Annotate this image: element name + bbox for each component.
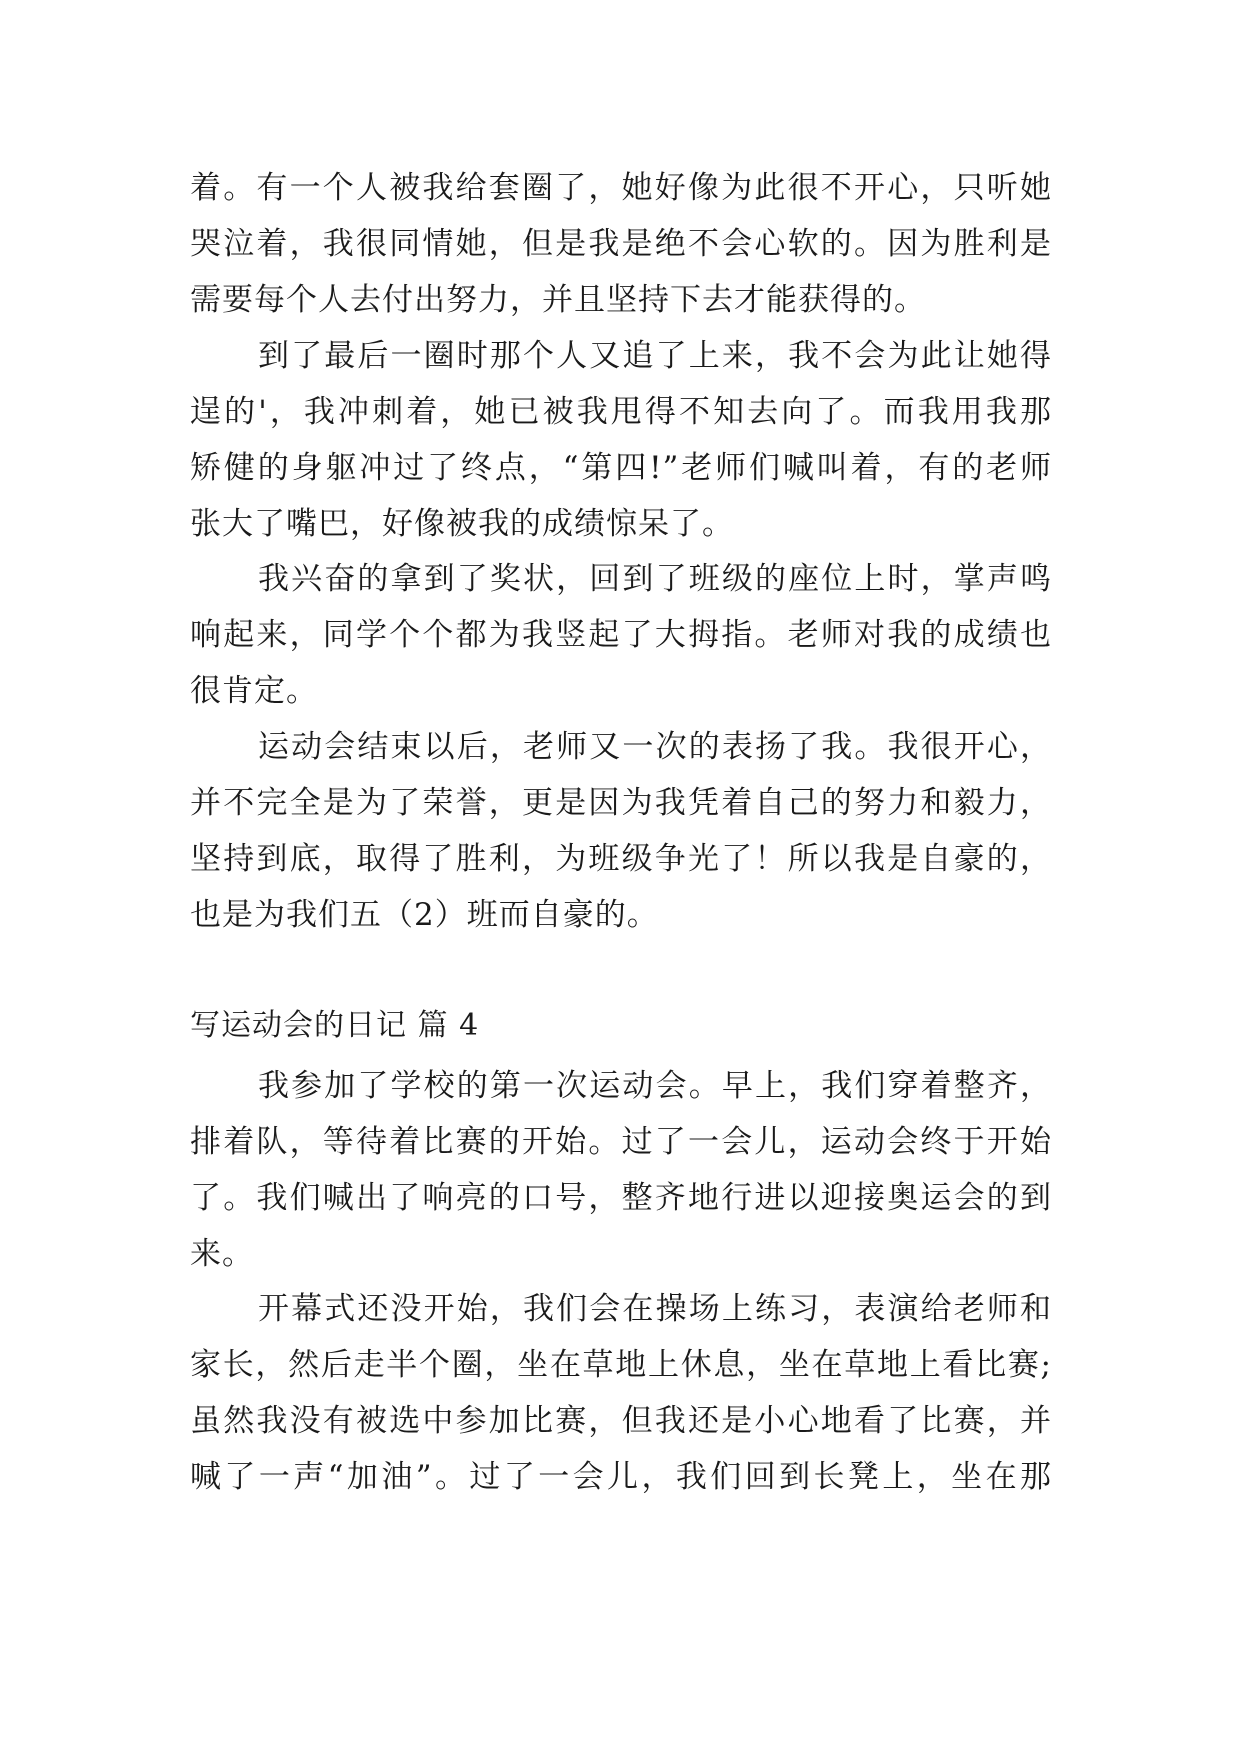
paragraph-2-line-2: 逞的'，我冲刺着，她已被我甩得不知去向了。而我用我那 [190,394,1052,430]
paragraph-6-line-3: 虽然我没有被选中参加比赛，但我还是小心地看了比赛，并 [190,1403,1052,1439]
paragraph-4-line-3: 坚持到底，取得了胜利，为班级争光了！所以我是自豪的， [190,841,1052,877]
paragraph-4-line-1: 运动会结束以后，老师又一次的表扬了我。我很开心， [258,729,1052,765]
paragraph-5-line-4: 来。 [190,1236,254,1272]
paragraph-2-line-3: 矫健的身躯冲过了终点，“第四!”老师们喊叫着，有的老师 [190,450,1052,486]
paragraph-6-line-2: 家长，然后走半个圈，坐在草地上休息，坐在草地上看比赛; [190,1347,1052,1383]
paragraph-3-line-2: 响起来，同学个个都为我竖起了大拇指。老师对我的成绩也 [190,617,1052,653]
paragraph-3-line-1: 我兴奋的拿到了奖状，回到了班级的座位上时，掌声鸣 [258,561,1052,597]
paragraph-5-line-2: 排着队，等待着比赛的开始。过了一会儿，运动会终于开始 [190,1124,1052,1160]
paragraph-1-line-2: 哭泣着，我很同情她，但是我是绝不会心软的。因为胜利是 [190,226,1052,262]
paragraph-2-line-4: 张大了嘴巴，好像被我的成绩惊呆了。 [190,506,734,542]
paragraph-6-line-1: 开幕式还没开始，我们会在操场上练习，表演给老师和 [258,1291,1052,1327]
paragraph-4-line-4: 也是为我们五（2）班而自豪的。 [190,897,659,933]
paragraph-4-line-2: 并不完全是为了荣誉，更是因为我凭着自己的努力和毅力， [190,785,1052,821]
paragraph-1-line-3: 需要每个人去付出努力，并且坚持下去才能获得的。 [190,282,926,318]
paragraph-5-line-3: 了。我们喊出了响亮的口号，整齐地行进以迎接奥运会的到 [190,1180,1052,1216]
paragraph-3-line-3: 很肯定。 [190,673,318,709]
paragraph-1-line-1: 着。有一个人被我给套圈了，她好像为此很不开心，只听她 [190,170,1052,206]
section-heading: 写运动会的日记 篇 4 [190,1008,480,1043]
paragraph-2-line-1: 到了最后一圈时那个人又追了上来，我不会为此让她得 [258,338,1052,374]
paragraph-6-line-4: 喊了一声“加油”。过了一会儿，我们回到长凳上，坐在那 [190,1459,1052,1495]
paragraph-5-line-1: 我参加了学校的第一次运动会。早上，我们穿着整齐， [258,1068,1052,1104]
